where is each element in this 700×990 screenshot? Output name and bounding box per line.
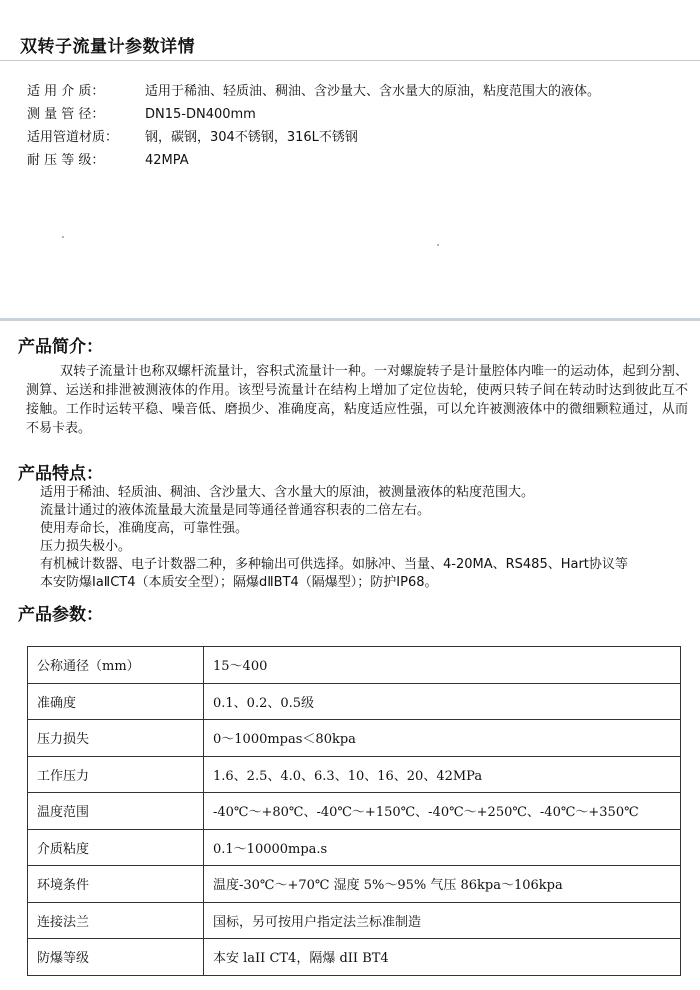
- table-row: [28, 866, 681, 903]
- spec-label: 测 量 管 径：: [27, 107, 105, 122]
- spec-row-diameter: [27, 103, 600, 126]
- spec-value: DN15-DN400mm: [145, 107, 256, 122]
- param-name: 防爆等级: [28, 939, 204, 976]
- param-value: 本安 laII CT4，隔爆 dII BT4: [204, 939, 681, 976]
- param-name: 准确度: [28, 683, 204, 720]
- image-placeholder-dot: [62, 236, 64, 238]
- feature-item: 流量计通过的液体流量最大流量是同等通径普通容积表的二倍左右。: [40, 503, 431, 518]
- table-row: [28, 793, 681, 830]
- param-table: [27, 646, 681, 976]
- feature-item: 压力损失极小。: [40, 539, 132, 554]
- intro-paragraph: 双转子流量计也称双螺杆流量计，容积式流量计一种。一对螺旋转子是计量腔体内唯一的运动体，起到分割、测算、运送和排泄被测液体的作用。该型号流量计在结构上增加了定位齿轮，使两只转子间在转动时达到彼此互不接触。工作时运转平稳、噪音低、磨损少、准确度高，粘度适应性强，可以允许被测液体中的微细颗粒通过，从而不易卡表。: [26, 364, 688, 436]
- param-value: 0.1～10000mpa.s: [204, 829, 681, 866]
- intro-heading: 产品简介：: [18, 337, 103, 357]
- spec-value: 42MPA: [145, 153, 189, 168]
- spec-value: 钢，碳钢，304不锈钢，316L不锈钢: [145, 130, 358, 145]
- param-name: 温度范围: [28, 793, 204, 830]
- table-row: [28, 939, 681, 976]
- param-name: 连接法兰: [28, 902, 204, 939]
- spec-row-medium: [27, 80, 600, 103]
- section-divider: [0, 318, 700, 321]
- table-row: [28, 720, 681, 757]
- feature-item: 适用于稀油、轻质油、稠油、含沙量大、含水量大的原油，被测量液体的粘度范围大。: [40, 485, 535, 500]
- param-value: 温度-30℃～+70℃ 湿度 5%～95% 气压 86kpa～106kpa: [204, 866, 681, 903]
- spec-label: 适用管道材质：: [27, 130, 119, 145]
- spec-list: [27, 80, 600, 172]
- param-name: 压力损失: [28, 720, 204, 757]
- table-row: [28, 683, 681, 720]
- param-value: 国标，另可按用户指定法兰标准制造: [204, 902, 681, 939]
- feature-list: [40, 484, 628, 592]
- features-heading: 产品特点：: [18, 464, 103, 484]
- feature-item: 有机械计数器、电子计数器二种，多种输出可供选择。如脉冲、当量、4-20MA、RS485、Hart协议等: [40, 557, 628, 572]
- params-heading: 产品参数：: [18, 605, 103, 625]
- param-name: 介质粘度: [28, 829, 204, 866]
- param-value: 1.6、2.5、4.0、6.3、10、16、20、42MPa: [204, 756, 681, 793]
- spec-row-material: [27, 126, 600, 149]
- table-row: [28, 902, 681, 939]
- param-value: -40℃～+80℃、-40℃～+150℃、-40℃～+250℃、-40℃～+350℃: [204, 793, 681, 830]
- param-name: 工作压力: [28, 756, 204, 793]
- param-name: 公称通径（mm）: [28, 647, 204, 684]
- param-value: 15～400: [204, 647, 681, 684]
- feature-item: 使用寿命长，准确度高，可靠性强。: [40, 521, 249, 536]
- image-placeholder-dot: [437, 244, 439, 246]
- param-value: 0.1、0.2、0.5级: [204, 683, 681, 720]
- spec-label: 适 用 介 质：: [27, 84, 105, 99]
- table-row: [28, 829, 681, 866]
- spec-label: 耐 压 等 级：: [27, 153, 105, 168]
- spec-value: 适用于稀油、轻质油、稠油、含沙量大、含水量大的原油，粘度范围大的液体。: [145, 84, 601, 99]
- feature-item: 本安防爆IaⅡCT4（本质安全型）；隔爆dⅡBT4（隔爆型）；防护IP68。: [40, 575, 438, 590]
- param-name: 环境条件: [28, 866, 204, 903]
- table-row: [28, 756, 681, 793]
- table-row: [28, 647, 681, 684]
- page-title: 双转子流量计参数详情: [20, 37, 195, 57]
- spec-row-pressure: [27, 149, 600, 172]
- param-value: 0～1000mpas＜80kpa: [204, 720, 681, 757]
- title-divider: [0, 60, 700, 61]
